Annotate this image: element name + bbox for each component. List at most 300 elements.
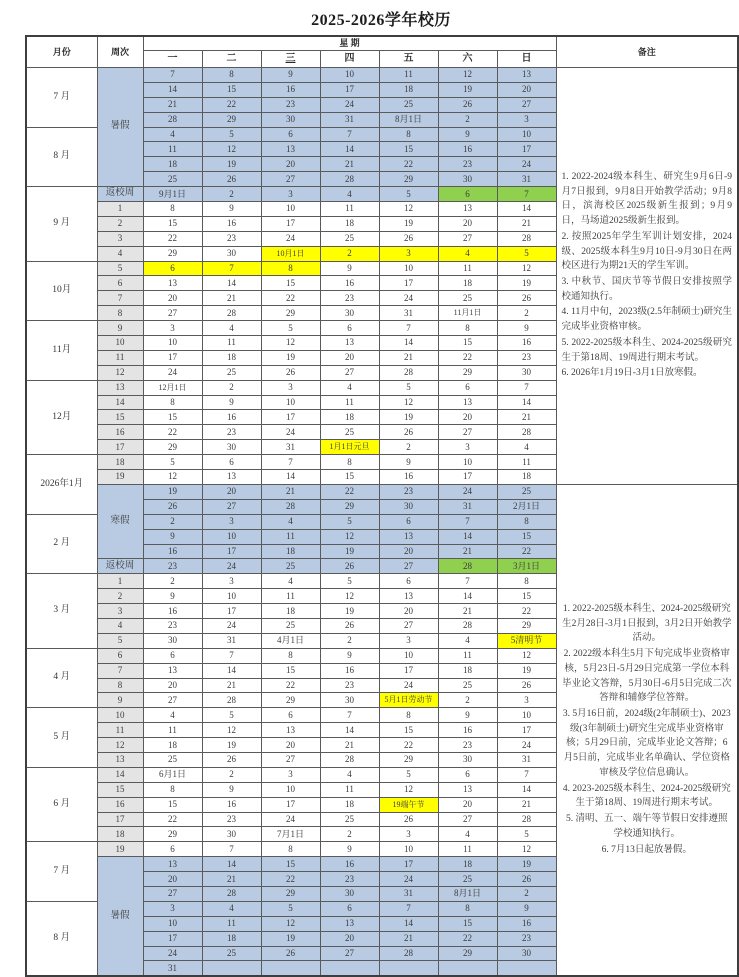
day-cell: 20 [261,157,320,172]
day-cell: 7 [202,261,261,276]
day-cell: 4 [320,380,379,395]
day-cell: 27 [261,172,320,187]
day-cell: 14 [379,336,438,351]
day-cell: 6 [202,455,261,470]
day-cell: 12月1日 [143,380,202,395]
day-cell: 27 [438,812,497,827]
day-cell: 4 [320,767,379,782]
day-cell: 19 [320,544,379,559]
day-cell: 10 [261,395,320,410]
day-cell: 16 [143,544,202,559]
day-cell: 10 [438,455,497,470]
day-cell: 14 [320,723,379,738]
day-cell: 11 [438,842,497,857]
day-cell: 16 [202,797,261,812]
day-cell: 17 [143,931,202,946]
day-cell: 27 [320,365,379,380]
note-item: 2. 2022级本科生5月下旬完成毕业资格审核，5月23日-5月29日完成第一学位本科毕业论文答辩，5月30日-6月5日完成二次答辩和辅修学位答辩。 [562,649,732,704]
day-cell [379,961,438,976]
day-cell: 4 [438,633,497,648]
day-cell: 18 [438,857,497,872]
day-cell: 9 [143,529,202,544]
day-cell: 10 [261,202,320,217]
day-cell: 3 [261,187,320,202]
day-cell: 4 [261,574,320,589]
day-cell: 5 [202,127,261,142]
week-label: 1 [97,202,143,217]
day-cell: 20 [320,931,379,946]
day-cell: 31 [261,440,320,455]
day-cell: 12 [320,589,379,604]
day-cell: 16 [202,410,261,425]
day-cell: 14 [202,857,261,872]
day-cell: 31 [438,499,497,514]
month-label: 5 月 [26,708,97,768]
month-label: 12月 [26,380,97,454]
day-cell: 5 [379,767,438,782]
day-cell: 14 [202,663,261,678]
week-label: 返校周 [97,187,143,202]
day-cell: 22 [202,97,261,112]
day-cell [202,961,261,976]
day-cell: 30 [202,827,261,842]
day-cell: 25 [438,291,497,306]
week-label: 11 [97,723,143,738]
month-label: 9 月 [26,187,97,261]
month-label: 8 月 [26,901,97,976]
day-cell: 5清明节 [497,633,556,648]
week-label: 18 [97,455,143,470]
day-cell: 18 [143,738,202,753]
day-cell: 13 [320,336,379,351]
day-cell: 30 [497,946,556,961]
day-cell: 16 [202,216,261,231]
header-day-sat: 六 [438,51,497,68]
day-cell: 8 [379,127,438,142]
note-item: 1. 2022-2024级本科生、研究生9月6日-9月7日报到，9月8日开始教学活动；9月8日，滨海校区2025级新生报到；9月9日，马场道2025级新生报到。 [561,171,733,227]
day-cell: 3 [202,574,261,589]
week-label: 4 [97,618,143,633]
day-cell: 8 [438,901,497,916]
day-cell: 2 [202,767,261,782]
day-cell: 5 [202,708,261,723]
day-cell: 30 [202,246,261,261]
day-cell: 17 [320,82,379,97]
day-cell: 13 [320,916,379,931]
day-cell: 16 [143,604,202,619]
day-cell: 30 [143,633,202,648]
day-cell: 12 [320,529,379,544]
day-cell: 12 [143,470,202,485]
header-month: 月份 [26,36,97,68]
day-cell: 14 [320,142,379,157]
day-cell: 16 [497,336,556,351]
day-cell: 12 [379,395,438,410]
day-cell: 22 [379,157,438,172]
day-cell: 6 [379,514,438,529]
day-cell: 20 [379,544,438,559]
day-cell: 9月1日 [143,187,202,202]
day-cell: 25 [261,559,320,574]
week-label: 1 [97,574,143,589]
day-cell: 27 [379,618,438,633]
day-cell: 7 [438,514,497,529]
day-cell: 21 [261,484,320,499]
day-cell: 20 [438,410,497,425]
day-cell: 14 [497,782,556,797]
day-cell: 27 [497,97,556,112]
day-cell: 21 [438,544,497,559]
day-cell: 26 [202,172,261,187]
day-cell: 9 [202,782,261,797]
day-cell: 23 [497,931,556,946]
day-cell: 26 [379,812,438,827]
day-cell: 8 [320,455,379,470]
day-cell: 15 [202,82,261,97]
day-cell: 3 [261,767,320,782]
day-cell: 11 [320,782,379,797]
day-cell: 9 [497,321,556,336]
day-cell: 15 [143,797,202,812]
week-label: 14 [97,767,143,782]
day-cell: 9 [438,708,497,723]
day-cell: 15 [261,663,320,678]
day-cell: 7 [497,187,556,202]
week-label: 5 [97,633,143,648]
day-cell: 16 [497,916,556,931]
day-cell: 25 [143,172,202,187]
day-cell [261,961,320,976]
day-cell: 15 [261,276,320,291]
day-cell: 13 [438,782,497,797]
day-cell: 12 [202,142,261,157]
day-cell: 6 [261,127,320,142]
week-label: 19 [97,842,143,857]
day-cell: 17 [143,350,202,365]
day-cell: 6 [320,321,379,336]
day-cell: 10 [379,261,438,276]
day-cell: 8 [379,708,438,723]
day-cell: 29 [320,499,379,514]
day-cell: 22 [143,425,202,440]
day-cell: 8 [261,648,320,663]
day-cell: 13 [143,276,202,291]
day-cell: 4 [202,901,261,916]
day-cell: 8 [143,202,202,217]
day-cell: 30 [497,365,556,380]
day-cell: 18 [497,470,556,485]
day-cell: 22 [497,544,556,559]
day-cell: 15 [320,470,379,485]
day-cell: 19 [143,484,202,499]
day-cell: 26 [497,291,556,306]
day-cell: 8 [261,261,320,276]
day-cell: 26 [497,872,556,887]
day-cell: 20 [143,872,202,887]
week-label: 13 [97,752,143,767]
note-item: 3. 5月16日前，2024级(2年制硕士)、2023级(3年制硕士)研究生完成毕业资格审核；5月29日前，完成毕业论文答辩；6月5日前，完成毕业名单确认、学位资格审核及学位信息确认。 [562,709,731,778]
week-label: 3 [97,604,143,619]
day-cell: 15 [143,410,202,425]
day-cell: 23 [497,350,556,365]
note-item: 4. 2023-2025级本科生、2024-2025级研究生于第18周、19周进行期末考试。 [562,783,731,809]
day-cell: 18 [320,216,379,231]
day-cell: 30 [320,306,379,321]
day-cell: 16 [438,142,497,157]
day-cell: 26 [438,97,497,112]
day-cell: 31 [379,886,438,901]
day-cell: 9 [261,68,320,83]
day-cell: 12 [261,336,320,351]
calendar-body [26,68,738,977]
day-cell: 22 [143,231,202,246]
day-cell: 17 [261,216,320,231]
day-cell: 4 [143,708,202,723]
day-cell: 31 [143,961,202,976]
day-cell: 22 [143,812,202,827]
day-cell: 14 [261,470,320,485]
header-day-mon: 一 [143,51,202,68]
month-label: 3 月 [26,574,97,648]
day-cell: 2 [320,246,379,261]
day-cell: 15 [438,336,497,351]
day-cell: 13 [497,68,556,83]
day-cell: 26 [320,559,379,574]
day-cell: 24 [320,97,379,112]
day-cell: 7 [320,708,379,723]
day-cell: 3月1日 [497,559,556,574]
day-cell: 28 [438,559,497,574]
day-cell: 7 [497,380,556,395]
day-cell: 19 [202,738,261,753]
day-cell: 3 [143,321,202,336]
week-label: 14 [97,395,143,410]
header-day-tue: 二 [202,51,261,68]
day-cell: 29 [202,112,261,127]
day-cell: 5 [320,514,379,529]
month-label: 7 月 [26,68,97,128]
day-cell: 12 [438,68,497,83]
week-label: 13 [97,380,143,395]
day-cell: 5 [261,901,320,916]
day-cell: 16 [261,82,320,97]
day-cell: 19 [202,157,261,172]
day-cell: 7 [143,68,202,83]
day-cell: 20 [438,216,497,231]
week-label: 6 [97,276,143,291]
week-label: 返校周 [97,559,143,574]
day-cell: 3 [202,514,261,529]
day-cell: 31 [202,633,261,648]
day-cell: 24 [379,872,438,887]
day-cell: 15 [497,529,556,544]
day-cell: 23 [438,157,497,172]
week-label: 18 [97,827,143,842]
day-cell: 22 [261,291,320,306]
day-cell: 25 [320,812,379,827]
day-cell: 2 [202,380,261,395]
day-cell: 20 [497,82,556,97]
day-cell: 25 [320,231,379,246]
day-cell: 21 [320,738,379,753]
day-cell: 2 [320,827,379,842]
day-cell: 13 [143,857,202,872]
week-label: 2 [97,589,143,604]
day-cell: 19 [261,350,320,365]
day-cell: 21 [379,931,438,946]
day-cell: 10 [497,708,556,723]
week-label: 暑假 [97,68,143,187]
day-cell: 3 [143,901,202,916]
day-cell: 11 [261,589,320,604]
day-cell: 14 [143,82,202,97]
day-cell: 30 [320,886,379,901]
day-cell: 30 [320,693,379,708]
day-cell: 20 [438,797,497,812]
day-cell: 26 [320,618,379,633]
day-cell: 25 [202,365,261,380]
day-cell: 7 [379,321,438,336]
day-cell: 19 [438,82,497,97]
day-cell: 26 [379,231,438,246]
day-cell: 30 [261,112,320,127]
day-cell: 6 [143,842,202,857]
day-cell: 12 [497,261,556,276]
day-cell: 15 [261,857,320,872]
day-cell [497,961,556,976]
day-cell: 13 [143,663,202,678]
week-label: 16 [97,425,143,440]
day-cell: 21 [320,157,379,172]
day-cell: 25 [379,97,438,112]
day-cell: 4 [202,321,261,336]
day-cell: 9 [202,202,261,217]
day-cell: 29 [438,365,497,380]
day-cell: 5 [497,827,556,842]
day-cell: 11 [261,529,320,544]
day-cell: 17 [202,604,261,619]
day-cell: 22 [497,604,556,619]
day-cell: 7 [320,127,379,142]
day-cell: 21 [202,678,261,693]
day-cell: 28 [497,231,556,246]
week-label: 12 [97,365,143,380]
day-cell: 17 [497,142,556,157]
day-cell: 22 [261,872,320,887]
day-cell: 23 [261,97,320,112]
day-cell: 2 [320,633,379,648]
day-cell: 11 [143,723,202,738]
day-cell: 23 [320,291,379,306]
day-cell: 23 [320,872,379,887]
day-cell: 20 [261,738,320,753]
day-cell: 16 [438,723,497,738]
day-cell: 24 [202,559,261,574]
day-cell: 13 [261,142,320,157]
day-cell: 24 [261,231,320,246]
day-cell: 11 [438,648,497,663]
day-cell: 2 [379,440,438,455]
day-cell: 24 [497,738,556,753]
day-cell: 17 [379,276,438,291]
day-cell: 5 [143,455,202,470]
day-cell: 26 [497,678,556,693]
day-cell: 8 [202,68,261,83]
day-cell: 25 [320,425,379,440]
day-cell: 23 [202,425,261,440]
day-cell: 16 [320,663,379,678]
day-cell: 16 [320,857,379,872]
day-cell: 24 [143,365,202,380]
day-cell: 26 [261,365,320,380]
day-cell: 6 [438,187,497,202]
day-cell: 11 [320,202,379,217]
day-cell: 29 [438,946,497,961]
header-notes: 备注 [556,36,738,68]
day-cell: 22 [438,931,497,946]
day-cell: 27 [438,231,497,246]
day-cell: 18 [320,797,379,812]
day-cell: 26 [261,946,320,961]
day-cell: 17 [438,470,497,485]
day-cell: 4 [438,827,497,842]
day-cell: 11 [438,261,497,276]
day-cell: 8 [438,321,497,336]
day-cell: 2 [202,187,261,202]
day-cell: 9 [320,842,379,857]
day-cell: 29 [143,246,202,261]
day-cell [320,961,379,976]
week-label: 10 [97,336,143,351]
day-cell: 18 [261,544,320,559]
day-cell: 22 [261,678,320,693]
day-cell: 11 [202,336,261,351]
month-label: 8 月 [26,127,97,187]
week-label: 7 [97,291,143,306]
week-label: 15 [97,410,143,425]
day-cell [438,961,497,976]
week-label: 12 [97,738,143,753]
day-cell: 6 [438,380,497,395]
day-cell: 25 [438,872,497,887]
day-cell: 12 [379,202,438,217]
day-cell: 12 [261,916,320,931]
day-cell: 28 [202,693,261,708]
day-cell: 10 [261,782,320,797]
day-cell: 7 [497,767,556,782]
note-item: 3. 中秋节、国庆节等节假日安排按照学校通知执行。 [561,276,733,302]
day-cell: 10 [143,916,202,931]
day-cell: 6月1日 [143,767,202,782]
day-cell: 21 [202,872,261,887]
day-cell: 16 [379,470,438,485]
day-cell: 27 [438,425,497,440]
day-cell: 13 [379,589,438,604]
day-cell: 13 [379,529,438,544]
day-cell: 25 [202,946,261,961]
note-item: 2. 按照2025年学生军训计划安排，2024级、2025级本科生9月10日-9月30日在两校区进行为期21天的学生军训。 [561,231,733,272]
day-cell: 21 [202,291,261,306]
day-cell: 9 [143,589,202,604]
header-day-wed: 三 [261,51,320,68]
day-cell: 20 [320,350,379,365]
note-item: 1. 2022-2025级本科生、2024-2025级研究生2月28日-3月1日报到，3月2日开始教学活动。 [562,604,732,644]
day-cell: 10 [379,842,438,857]
day-cell: 15 [497,589,556,604]
day-cell: 23 [143,618,202,633]
day-cell: 31 [379,306,438,321]
day-cell: 25 [261,618,320,633]
